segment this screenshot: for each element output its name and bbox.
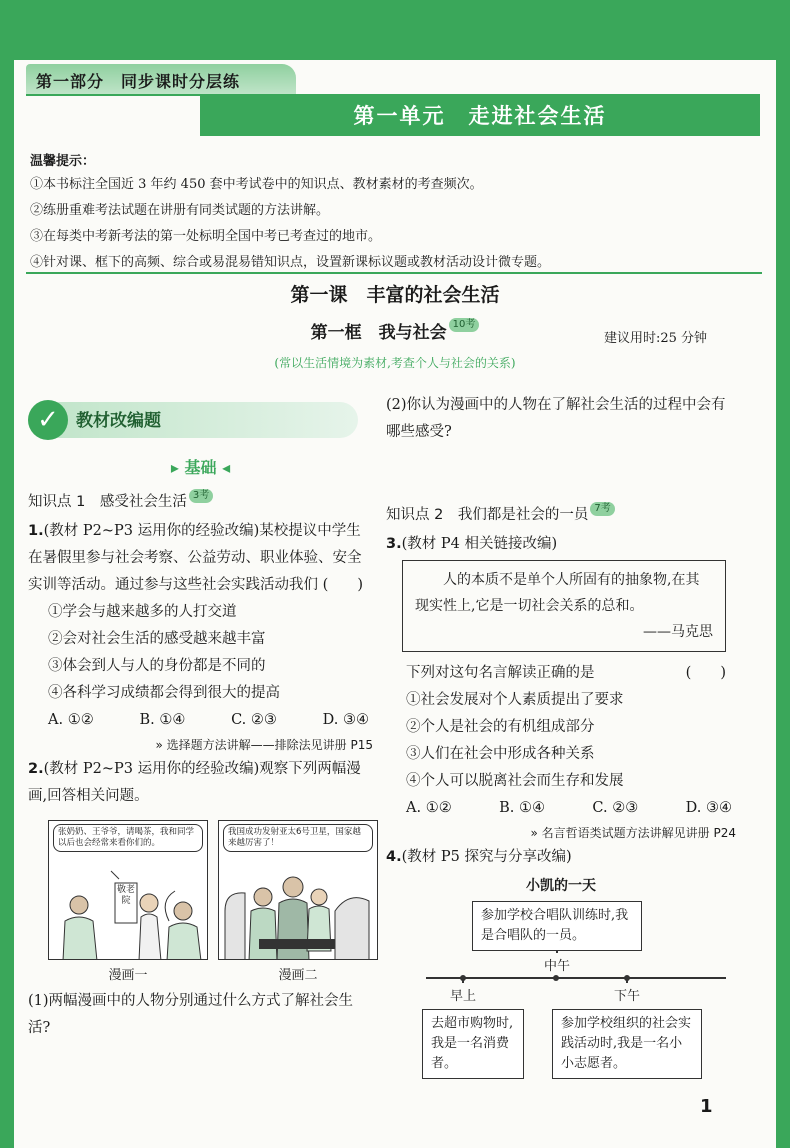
question-stem: (教材 P4 相关链接改编) <box>401 536 558 552</box>
question-2 <box>28 756 373 1042</box>
statement-item: ③人们在社会中形成各种关系 <box>406 746 595 762</box>
noon-box: 参加学校合唱队训练时,我是合唱队的一员。 <box>472 901 642 951</box>
quote-text: 人的本质不是单个人所固有的抽象物,在其现实性上,它是一切社会关系的总和。 <box>415 572 700 614</box>
kp-frequency-badge: 7考 <box>590 502 614 516</box>
page-number: 1 <box>700 1096 713 1117</box>
sub-question-1: (1)两幅漫画中的人物分别通过什么方式了解社会生活? <box>28 993 354 1036</box>
option-a: A. ①② <box>406 800 452 816</box>
tip-item: ④针对课、框下的高频、综合或易混易错知识点，设置新课标议题或教材活动设计微专题。 <box>30 255 551 270</box>
cartoon-pair <box>48 820 373 984</box>
question-3 <box>386 531 736 844</box>
question-number: 3. <box>386 536 402 552</box>
section-header <box>28 402 358 438</box>
statement-item: ④个人可以脱离社会而生存和发展 <box>406 773 624 789</box>
speech-bubble: 张奶奶、王爷爷，请喝茶，我和同学以后也会经常来看你们的。 <box>53 824 203 852</box>
suggested-time: 建议用时:25 分钟 <box>604 331 708 346</box>
question-stem: (教材 P5 探究与分享改编) <box>401 849 572 865</box>
statement-item: ①学会与越来越多的人打交道 <box>48 604 237 620</box>
statement-item: ④各科学习成绩都会得到很大的提高 <box>48 685 280 701</box>
frame-subtitle: (常以生活情境为素材,考查个人与社会的关系) <box>274 356 516 370</box>
morning-box: 去超市购物时,我是一名消费者。 <box>422 1009 524 1079</box>
statement-item: ③体会到人与人的身份都是不同的 <box>48 658 266 674</box>
quote-box <box>402 560 726 652</box>
option-b: B. ①④ <box>499 800 545 816</box>
frame-title-text: 第一框 我与社会 <box>310 323 447 343</box>
speech-bubble: 我国成功发射亚太6号卫星，国家越来越厉害了！ <box>223 824 373 852</box>
question-4 <box>386 844 736 1093</box>
unit-banner: 第一单元 走进社会生活 <box>200 96 760 136</box>
knowledge-point-1 <box>28 489 373 516</box>
frame-frequency-badge: 10考 <box>449 318 480 332</box>
lesson-title: 第一课 丰富的社会生活 <box>290 284 500 306</box>
section-header-label: 教材改编题 <box>76 411 161 431</box>
knowledge-point-label: 知识点 1 感受社会生活 <box>28 494 187 510</box>
checkmark-icon: ✓ <box>28 400 68 440</box>
cartoon-2-caption: 漫画二 <box>278 968 318 983</box>
method-tip: » 名言哲语类试题方法讲解见讲册 P24 <box>530 826 736 840</box>
question-1 <box>28 518 373 756</box>
nursing-home-sign: 敬老院 <box>117 885 136 906</box>
sub-question-2: (2)你认为漫画中的人物在了解社会生活的过程中会有哪些感受? <box>386 397 726 440</box>
method-tip: » 选择题方法讲解——排除法见讲册 P15 <box>155 738 373 752</box>
tips-block <box>30 152 760 276</box>
part-tab: 第一部分 同步课时分层练 <box>26 64 296 94</box>
cartoon-1-caption: 漫画一 <box>108 968 148 983</box>
afternoon-label: 下午 <box>614 983 640 1010</box>
option-c: C. ②③ <box>592 800 639 816</box>
cartoon-1 <box>48 820 208 960</box>
timeline-axis <box>426 977 726 979</box>
question-number: 4. <box>386 849 402 865</box>
option-d: D. ③④ <box>685 800 732 816</box>
answer-paren: ( ) <box>322 577 363 593</box>
option-d: D. ③④ <box>322 712 369 728</box>
question-number: 1. <box>28 523 44 539</box>
level-label-text: 基础 <box>184 458 217 477</box>
tip-item: ①本书标注全国近 3 年约 450 套中考试卷中的知识点、教材素材的考查频次。 <box>30 177 483 192</box>
knowledge-point-2 <box>386 502 736 529</box>
right-column <box>386 392 736 1093</box>
tips-title: 温馨提示： <box>30 154 96 169</box>
diagram-title: 小凯的一天 <box>526 878 596 894</box>
question-number: 2. <box>28 761 44 777</box>
tip-item: ②练册重难考法试题在讲册有同类试题的方法讲解。 <box>30 203 330 218</box>
answer-options <box>386 795 736 822</box>
timeline-dot <box>553 975 559 981</box>
level-label: ▸ 基础 ◂ <box>170 458 231 477</box>
option-c: C. ②③ <box>231 712 277 728</box>
afternoon-box: 参加学校组织的社会实践活动时,我是一名小小志愿者。 <box>552 1009 702 1079</box>
morning-label: 早上 <box>450 983 476 1010</box>
kp-frequency-badge: 3考 <box>189 489 213 503</box>
option-a: A. ①② <box>48 712 94 728</box>
timeline-diagram <box>386 873 736 1093</box>
knowledge-point-label: 知识点 2 我们都是社会的一员 <box>386 507 589 523</box>
question-stem: (教材 P2~P3 运用你的经验改编)某校提议中学生在暑假里参与社会考察、公益劳动、职业体验、安全实训等活动。通过参与这些社会实践活动我们 <box>28 523 362 593</box>
question-prompt-text: 下列对这句名言解读正确的是 <box>406 665 595 681</box>
answer-options <box>28 707 373 734</box>
statement-item: ②个人是社会的有机组成部分 <box>406 719 595 735</box>
answer-paren: ( ) <box>685 665 726 681</box>
question-prompt <box>386 660 736 687</box>
quote-source: ——马克思 <box>643 624 713 640</box>
option-b: B. ①④ <box>139 712 186 728</box>
statement-item: ②会对社会生活的感受越来越丰富 <box>48 631 266 647</box>
noon-label: 中午 <box>544 953 570 980</box>
tip-item: ③在每类中考新考法的第一处标明全国中考已考查过的地市。 <box>30 229 382 244</box>
cartoon-2 <box>218 820 378 960</box>
statement-item: ①社会发展对个人素质提出了要求 <box>406 692 624 708</box>
left-column <box>28 402 373 1042</box>
question-stem: (教材 P2~P3 运用你的经验改编)观察下列两幅漫画,回答相关问题。 <box>28 761 361 804</box>
tips-divider <box>26 272 762 274</box>
